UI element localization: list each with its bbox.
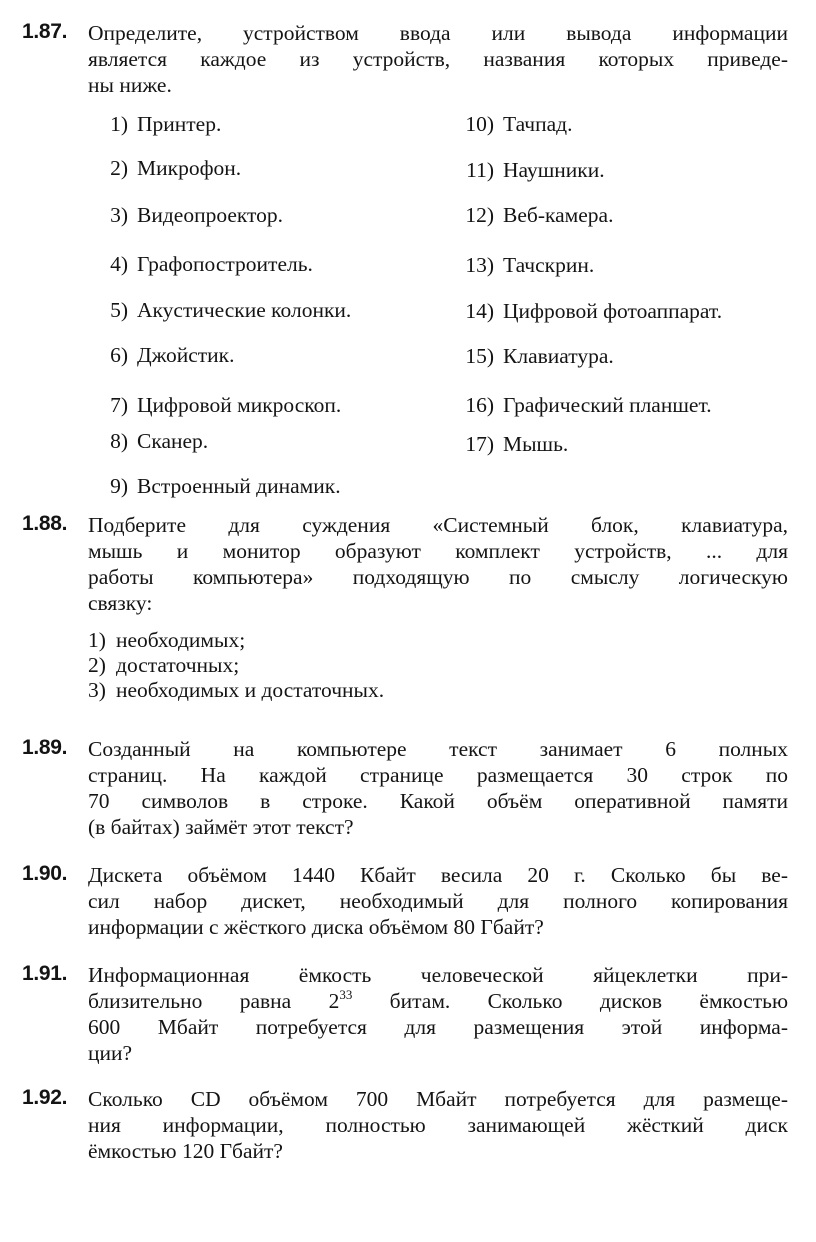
text-line: является каждое из устройств, названия которых приведе-	[88, 47, 788, 71]
text-line: ны ниже.	[88, 73, 172, 97]
problem-number: 1.87.	[22, 20, 68, 43]
list-item: 7) Цифровой микроскоп.	[110, 393, 342, 417]
problem-text	[88, 1086, 788, 1164]
text-line: 70 символов в строке. Какой объём оперативной памяти	[88, 789, 788, 813]
problem-number: 1.90.	[22, 862, 68, 885]
text-line: Подберите для суждения «Системный блок, клавиатура,	[88, 513, 788, 537]
problem-1-87	[22, 20, 788, 98]
problem-number: 1.89.	[22, 736, 68, 759]
problem-1-88	[22, 512, 788, 703]
text-line: ции?	[88, 1041, 133, 1065]
list-item: 6) Джойстик.	[110, 343, 235, 367]
text-line: Сколько CD объёмом 700 Мбайт потребуется для размеще-	[88, 1087, 788, 1111]
exponent: 33	[339, 987, 353, 1002]
text-line: (в байтах) займёт этот текст?	[88, 815, 354, 839]
text-line: связку:	[88, 591, 153, 615]
list-item: 14) Цифровой фотоаппарат.	[465, 299, 723, 323]
text-line: работы компьютера» подходящую по смыслу логическую	[88, 565, 788, 589]
list-item: 9) Встроенный динамик.	[110, 474, 341, 498]
problem-text	[88, 20, 788, 98]
problem-1-90	[22, 862, 788, 940]
text-line: Определите, устройством ввода или вывода информации	[88, 21, 788, 45]
list-item: 1) необходимых;	[88, 628, 246, 652]
text-line: мышь и монитор образуют комплект устройств, ... для	[88, 539, 788, 563]
problem-number: 1.88.	[22, 512, 68, 535]
text-line: 600 Мбайт потребуется для размещения этой информа-	[88, 1015, 788, 1039]
list-item: 2) достаточных;	[88, 653, 240, 677]
list-item: 3) необходимых и достаточных.	[88, 678, 385, 702]
list-item: 3) Видеопроектор.	[110, 203, 284, 227]
text-line: сил набор дискет, необходимый для полного копирования	[88, 889, 788, 913]
text-line: близительно равна $2^{33}$ битам. Сколько дисков ёмкостью	[88, 987, 789, 1013]
text-line: информации с жёсткого диска объёмом 80 Гбайт?	[88, 915, 544, 939]
list-item: 17) Мышь.	[465, 432, 569, 456]
list-item: 8) Сканер.	[110, 429, 209, 453]
problem-1-91	[22, 962, 788, 1066]
problem-text	[88, 736, 788, 840]
text-line: Созданный на компьютере текст занимает 6 полных	[88, 737, 788, 761]
list-item: 10) Тачпад.	[465, 112, 573, 136]
problem-text	[88, 862, 788, 940]
text-line: ния информации, полностью занимающей жёсткий диск	[88, 1113, 788, 1137]
device-list	[88, 112, 798, 502]
problem-text	[88, 962, 788, 1066]
list-item: 15) Клавиатура.	[465, 344, 614, 368]
problem-1-92	[22, 1086, 788, 1164]
list-item: 2) Микрофон.	[110, 156, 242, 180]
list-item: 12) Веб-камера.	[465, 203, 614, 227]
list-item: 4) Графопостроитель.	[110, 252, 313, 276]
answer-options	[88, 628, 788, 703]
list-item: 13) Тачскрин.	[465, 253, 595, 277]
problem-number: 1.91.	[22, 962, 68, 985]
problem-text	[88, 512, 788, 616]
list-item: 11) Наушники.	[466, 158, 605, 182]
text-line: страниц. На каждой странице размещается 30 строк по	[88, 763, 788, 787]
list-item: 16) Графический планшет.	[465, 393, 712, 417]
list-item: 5) Акустические колонки.	[110, 298, 352, 322]
problem-number: 1.92.	[22, 1086, 68, 1109]
text-line: Дискета объёмом 1440 Кбайт весила 20 г. Сколько бы ве-	[88, 863, 788, 887]
list-item: 1) Принтер.	[110, 112, 222, 136]
text-line: ёмкостью 120 Гбайт?	[88, 1139, 283, 1163]
problem-1-89	[22, 736, 788, 840]
text-line: Информационная ёмкость человеческой яйцеклетки при-	[88, 963, 788, 987]
